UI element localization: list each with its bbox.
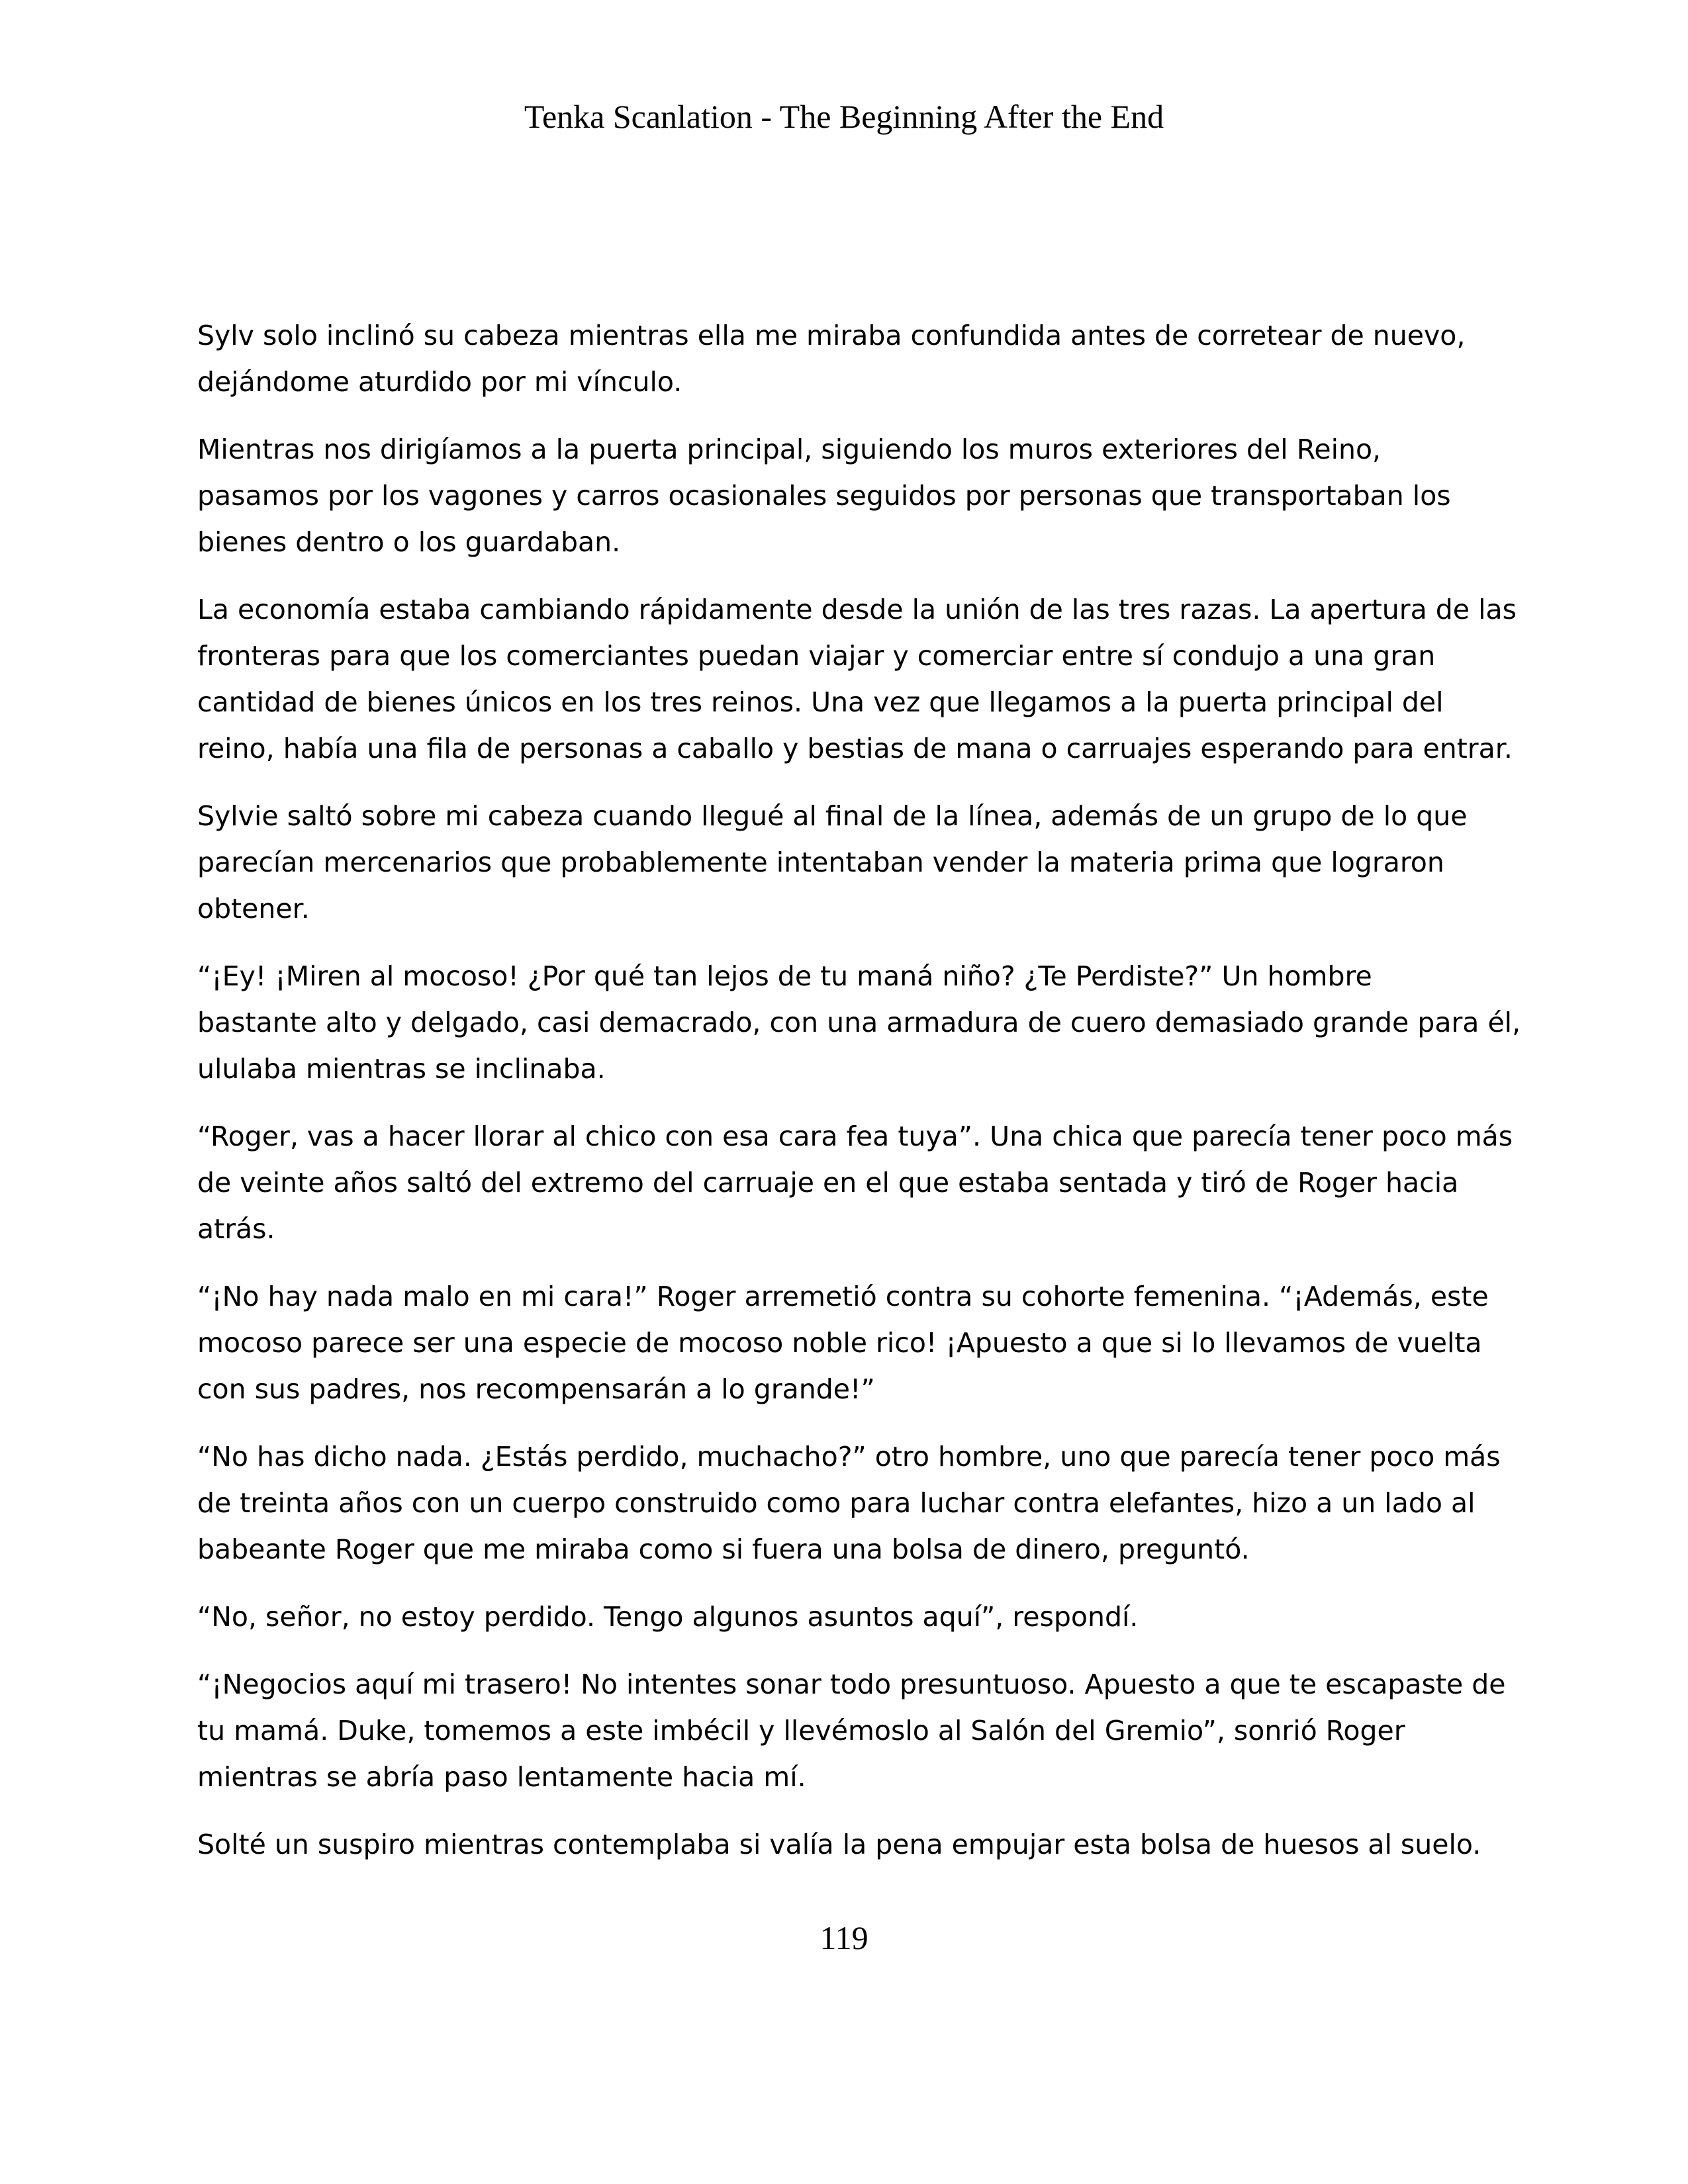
text-line: “Roger, vas a hacer llorar al chico con esa cara fea tuya”. Una chica que parecía tener poco más — [197, 1120, 1513, 1152]
text-line: Solté un suspiro mientras contemplaba si valía la pena empujar esta bolsa de huesos al suelo. — [197, 1829, 1481, 1860]
text-line: fronteras para que los comerciantes puedan viajar y comerciar entre sí condujo a una gran — [197, 640, 1436, 672]
text-line: “¡No hay nada malo en mi cara!” Roger arremetió contra su cohorte femenina. “¡Además, este — [197, 1281, 1489, 1312]
text-line: pasamos por los vagones y carros ocasionales seguidos por personas que transportaban los — [197, 480, 1451, 512]
text-line: reino, había una fila de personas a caballo y bestias de mana o carruajes esperando para entrar. — [197, 733, 1513, 764]
text-line: mientras se abría paso lentamente hacia mí. — [197, 1761, 806, 1793]
text-line: tu mamá. Duke, tomemos a este imbécil y llevémoslo al Salón del Gremio”, sonrió Roger — [197, 1715, 1405, 1747]
paragraph — [197, 1594, 1495, 1640]
paragraph — [197, 1273, 1495, 1412]
text-line: bastante alto y delgado, casi demacrado, con una armadura de cuero demasiado grande para él, — [197, 1007, 1521, 1038]
text-line: Sylv solo inclinó su cabeza mientras ella me miraba confundida antes de corretear de nuevo, — [197, 320, 1466, 351]
paragraph — [197, 1821, 1495, 1868]
text-line: Sylvie saltó sobre mi cabeza cuando llegué al final de la línea, además de un grupo de lo que — [197, 800, 1468, 832]
paragraph — [197, 953, 1521, 1092]
text-line: “¡Negocios aquí mi trasero! No intentes sonar todo presuntuoso. Apuesto a que te escapaste de — [197, 1668, 1506, 1700]
text-line: mocoso parece ser una especie de mocoso noble rico! ¡Apuesto a que si lo llevamos de vuelta — [197, 1327, 1482, 1359]
text-line: de treinta años con un cuerpo construido como para luchar contra elefantes, hizo a un lado al — [197, 1487, 1476, 1519]
text-line: obtener. — [197, 893, 310, 925]
paragraph — [197, 1661, 1506, 1800]
paragraph — [197, 1433, 1501, 1572]
text-line: “No, señor, no estoy perdido. Tengo algunos asuntos aquí”, respondí. — [197, 1601, 1139, 1633]
text-line: Mientras nos dirigíamos a la puerta principal, siguiendo los muros exteriores del Reino, — [197, 433, 1382, 465]
text-line: babeante Roger que me miraba como si fuera una bolsa de dinero, preguntó. — [197, 1533, 1250, 1565]
page-number: 119 — [820, 1919, 868, 1956]
paragraph — [197, 312, 1495, 405]
text-line: con sus padres, nos recompensarán a lo grande!” — [197, 1373, 875, 1405]
text-line: parecían mercenarios que probablemente intentaban vender la materia prima que lograron — [197, 846, 1444, 878]
text-line: “¡Ey! ¡Miren al mocoso! ¿Por qué tan lejos de tu maná niño? ¿Te Perdiste?” Un hombre — [197, 960, 1372, 992]
page-header: Tenka Scanlation - The Beginning After the End — [524, 98, 1164, 135]
text-line: dejándome aturdido por mi vínculo. — [197, 366, 682, 398]
paragraph — [197, 426, 1495, 565]
text-line: “No has dicho nada. ¿Estás perdido, muchacho?” otro hombre, uno que parecía tener poco más — [197, 1441, 1501, 1473]
text-line: ululaba mientras se inclinaba. — [197, 1053, 606, 1085]
text-line: La economía estaba cambiando rápidamente desde la unión de las tres razas. La apertura de las — [197, 594, 1517, 625]
body-text — [197, 312, 1521, 1889]
paragraph — [197, 793, 1495, 932]
text-line: de veinte años saltó del extremo del carruaje en el que estaba sentada y tiró de Roger hacia — [197, 1167, 1459, 1199]
text-line: atrás. — [197, 1213, 275, 1245]
paragraph — [197, 586, 1517, 772]
text-line: bienes dentro o los guardaban. — [197, 526, 621, 558]
paragraph — [197, 1113, 1513, 1252]
text-line: cantidad de bienes únicos en los tres reinos. Una vez que llegamos a la puerta principal del — [197, 686, 1444, 718]
